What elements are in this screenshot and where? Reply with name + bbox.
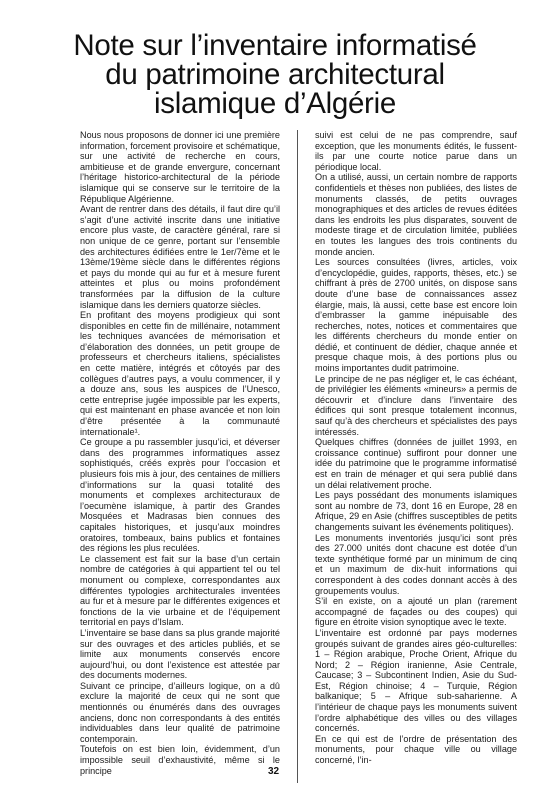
paragraph: S’il en existe, on a ajouté un plan (rarement accompagné de façades ou des coupes) qui figure en étroite vision synoptique avec le texte. <box>315 596 517 628</box>
paragraph: Les sources consultées (livres, articles, voix d’encyclopédie, guides, rapports, thèses, etc.) se chiffrant à près de 2700 unités, on dispose sans doute d’une base de connaissances assez élargie, mais, là aussi, cette base est encore loin d’embrasser la gamme inépuisable des recherches, notes, notices et commentaires que les différents chercheurs du monde entier on dédié, et continuent de dédier, chaque année et presque chaque mois, à des portions plus ou moins importantes dudit patrimoine. <box>315 257 517 374</box>
left-column <box>80 130 280 776</box>
paragraph: Toutefois on est bien loin, évidemment, d’un impossible seuil d’exhaustivité, même si le principe <box>80 744 280 776</box>
paragraph: En ce qui est de l’ordre de présentation des monuments, pour chaque ville ou village concerné, l’in- <box>315 733 517 766</box>
right-column <box>315 130 517 766</box>
paragraph: L’inventaire est ordonné par pays modernes groupés suivant de grandes aires géo-culturelles: 1 – Région arabique, Proche Orient, Afrique du Nord; 2 – Région iranienne, Asie Centrale, Caucase; 3 – Subcontinent Indien, Asie du Sud-Est, Région chinoise; 4 – Turquie, Région balkanique; 5 – Afrique sub-saharienne. A l’intérieur de chaque pays les monuments suivent l’ordre alphabétique des villes ou des villages concernés. <box>315 627 517 734</box>
article-title <box>60 31 490 118</box>
paragraph: Ce groupe a pu rassembler jusqu’ici, et déverser dans des programmes informatiques assez sophistiqués, créés exprès pour l’occasion et plusieurs fois mis à jour, des centaines de milliers d’informations sur la quasi totalité des monuments et complexes architecturaux de l’oecumène islamique, à partir des Grandes Mosquées et Madrasas bien connues des capitales historiques, et jusqu’aux moindres oratoires, tombeaux, bains publics et fontaines des régions les plus reculées. <box>80 437 280 554</box>
paragraph: On a utilisé, aussi, un certain nombre de rapports confidentiels et thèses non publiées, des listes de monuments classés, de petits ouvrages monographiques et des articles de revues éditées dans les endroits les plus disparates, souvent de modeste tirage et de circulation limitée, publiées en toutes les langues des trois continents du monde ancien. <box>315 172 517 257</box>
paragraph: Suivant ce principe, d’ailleurs logique, on a dû exclure la majorité de ceux qui ne sont que mentionnés ou énumérés dans des ouvrages anciens, donc non correspondants à des entités individuables dans leur qualité de patrimoine contemporain. <box>80 680 280 744</box>
paragraph: Nous nous proposons de donner ici une première information, forcement provisoire et schématique, sur une activité de recherche en cours, ambitieuse et de grande envergure, concernant l’héritage historico-architectural de la période islamique qui se conserve sur le territoire de la République Algérienne. <box>80 130 280 204</box>
title-line: Note sur l’inventaire informatisé <box>73 29 477 62</box>
paragraph: Quelques chiffres (données de juillet 1993, en croissance continue) suffiront pour donner une idée du patrimoine que le programme informatisé est en train de ménager et qui sera publié dans un délai relativement proche. <box>315 437 517 490</box>
paragraph: Avant de rentrer dans des détails, il faut dire qu’il s’agit d’une activité inscrite dans une initiative encore plus vaste, de caractère général, rare si non unique de ce genre, portant sur l’ensemble des architectures édifiées entre le 1er/7ème et le 13ème/19ème siècle dans le différentes régions et pays du monde qui au fur et à mesure furent atteintes et plus ou moins profondément transformées par la diffusion de la culture islamique dans les derniers quatorze siècles. <box>80 204 280 310</box>
page-number: 32 <box>267 766 280 777</box>
paragraph: Le principe de ne pas négliger et, le cas échéant, de privilégier les éléments «mineurs» a permis de découvrir et d’inclure dans l’inventaire des édifices qui sont presque totalement inconnus, sauf qu’à des chercheurs et spécialistes des pays intéressés. <box>315 373 517 437</box>
paragraph: Les pays possédant des monuments islamiques sont au nombre de 73, dont 16 en Europe, 28 en Afrique, 29 en Asie (chiffres susceptibles de petits changements suivant les événements politiques). <box>315 490 517 532</box>
paragraph: suivi est celui de ne pas comprendre, sauf exception, que les monuments édités, le fussent-ils par une courte notice parue dans un périodique local. <box>315 130 517 172</box>
paragraph: L’inventaire se base dans sa plus grande majorité sur des ouvrages et des articles publiés, et se limite aux monuments conservés encore aujourd’hui, ou dont l’existence est attestée par des documents modernes. <box>80 627 280 681</box>
column-divider <box>297 130 298 783</box>
title-line: islamique d’Algérie <box>154 87 396 120</box>
paragraph: En profitant des moyens prodigieux qui sont disponibles en cette fin de millénaire, notamment les techniques avancées de mémorisation et d’élaboration des données, un petit groupe de professeurs et chercheurs italiens, spécialistes en cette matière, intégrés et côtoyés par des collègues d’autres pays, a voulu commencer, il y a douze ans, sous les auspices de l’Unesco, cette entreprise jugée impossible par les experts, qui est maintenant en phase avancée et non loin d’être présentée à la communauté internationale¹. <box>80 310 280 437</box>
paragraph: Les monuments inventoriés jusqu’ici sont près des 27.000 unités dont chacune est dotée d’un texte synthétique formé par un minimum de cinq et un maximum de dix-huit informations qui correspondent à des codes donnant accès à des groupements voulus. <box>315 532 517 596</box>
title-line: du patrimoine architectural <box>105 58 445 91</box>
paragraph: Le classement est fait sur la base d’un certain nombre de catégories à qui appartient tel ou tel monument ou complexe, correspondantes aux différentes typologies architecturales inventées au fur et à mesure par le différentes exigences et fonctions de la vie urbaine et de l’équipement territorial en pays d’Islam. <box>80 553 280 628</box>
